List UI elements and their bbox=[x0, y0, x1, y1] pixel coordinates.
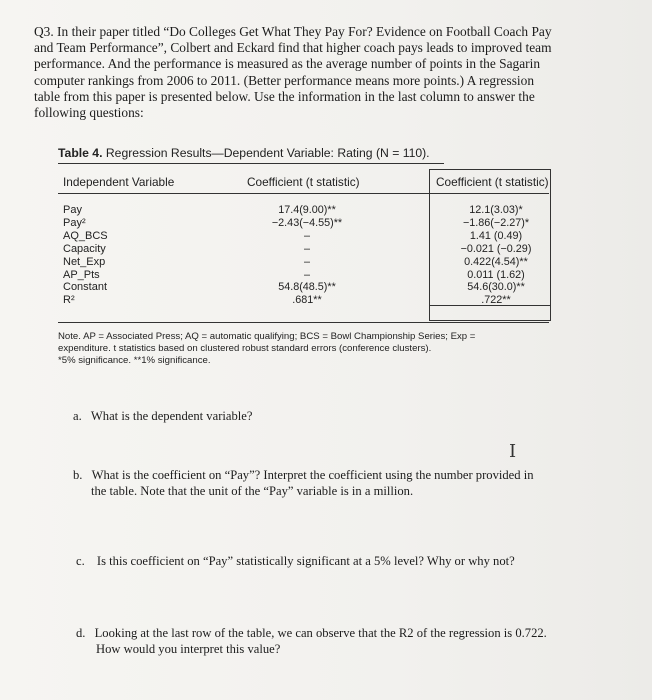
header-coefficient-col2: Coefficient (t statistic) bbox=[436, 175, 549, 189]
table-cell: 1.41 (0.49) bbox=[469, 229, 523, 242]
table-row-label: AP_Pts bbox=[63, 268, 100, 281]
header-independent-variable: Independent Variable bbox=[63, 175, 175, 189]
table-cell: 0.422(4.54)** bbox=[464, 255, 528, 268]
table-row-label: Capacity bbox=[63, 242, 106, 255]
table-note bbox=[58, 331, 568, 367]
intro-line: Q3. In their paper titled “Do Colleges Get What They Pay For? Evidence on Football Coach Pay bbox=[34, 24, 552, 39]
question-a bbox=[73, 409, 573, 425]
row-labels bbox=[63, 204, 108, 307]
table-note-line: expenditure. t statistics based on clustered robust standard errors (conference clusters). bbox=[58, 343, 432, 354]
table-top-rule bbox=[58, 163, 444, 164]
intro-line: performance. And the performance is measured as the average number of points in the Sagarin bbox=[34, 56, 541, 72]
r2-highlight-box bbox=[429, 305, 551, 321]
question-c bbox=[76, 554, 596, 570]
table-cell: – bbox=[303, 229, 310, 242]
header-coefficient-col1: Coefficient (t statistic) bbox=[247, 175, 360, 189]
table-cell: 17.4(9.00)** bbox=[278, 204, 336, 216]
table-title bbox=[58, 146, 430, 160]
table-cell: – bbox=[303, 242, 310, 255]
question-intro bbox=[34, 24, 594, 121]
question-label: d. bbox=[76, 626, 86, 640]
table-cell: −1.86(−2.27)* bbox=[462, 216, 530, 229]
intro-line: and Team Performance”, Colbert and Eckard find that higher coach pays leads to improved team bbox=[34, 40, 552, 56]
table-cell: 54.8(48.5)** bbox=[278, 281, 336, 294]
question-text: Is this coefficient on “Pay” statistically significant at a 5% level? Why or why not? bbox=[96, 554, 515, 568]
table-row-label: Pay bbox=[63, 204, 82, 216]
table-note-line: Note. AP = Associated Press; AQ = automatic qualifying; BCS = Bowl Championship Series; Exp = bbox=[58, 331, 476, 342]
header-rule bbox=[58, 193, 549, 194]
table-row-label: R² bbox=[63, 294, 75, 307]
question-label: c. bbox=[76, 554, 85, 568]
question-label: b. bbox=[73, 468, 83, 482]
table-cell: 54.6(30.0)** bbox=[467, 281, 525, 294]
table-title-label: Table 4. bbox=[58, 146, 103, 160]
table-note-line: *5% significance. **1% significance. bbox=[58, 355, 211, 366]
question-text: What is the dependent variable? bbox=[90, 409, 253, 423]
table-cell: .722** bbox=[481, 294, 511, 307]
coefficient-column-2 bbox=[437, 204, 555, 307]
question-label: a. bbox=[73, 409, 82, 423]
question-d bbox=[76, 626, 596, 657]
table-cell: −2.43(−4.55)** bbox=[271, 216, 343, 229]
question-b bbox=[73, 468, 593, 499]
question-text: the table. Note that the unit of the “Pay” variable is in a million. bbox=[91, 483, 414, 498]
table-cell: 0.011 (1.62) bbox=[467, 268, 525, 281]
table-cell: −0.021 (−0.29) bbox=[460, 242, 532, 255]
table-row-label: Constant bbox=[63, 281, 108, 294]
coefficient-column-1 bbox=[242, 204, 372, 307]
table-bottom-rule bbox=[58, 322, 549, 323]
table-cell: 12.1(3.03)* bbox=[469, 204, 523, 216]
text-cursor-icon: I bbox=[509, 441, 517, 462]
question-text: What is the coefficient on “Pay”? Interpret the coefficient using the number provided in bbox=[91, 468, 534, 482]
table-row-label: Net_Exp bbox=[63, 255, 106, 268]
intro-line: computer rankings from 2006 to 2011. (Better performance means more points.) A regression bbox=[34, 72, 535, 88]
table-cell: – bbox=[303, 255, 310, 268]
question-text: How would you interpret this value? bbox=[96, 641, 281, 656]
table-cell: .681** bbox=[292, 294, 322, 307]
table-row-label: Pay² bbox=[63, 216, 86, 229]
table-title-text: Regression Results—Dependent Variable: Rating (N = 110). bbox=[102, 146, 430, 160]
intro-line: following questions: bbox=[34, 105, 144, 121]
question-text: Looking at the last row of the table, we can observe that the R2 of the regression is 0.722. bbox=[94, 626, 547, 640]
table-cell: – bbox=[303, 268, 310, 281]
intro-line: table from this paper is presented below. Use the information in the last column to answer the bbox=[34, 88, 535, 104]
table-row-label: AQ_BCS bbox=[63, 229, 108, 242]
